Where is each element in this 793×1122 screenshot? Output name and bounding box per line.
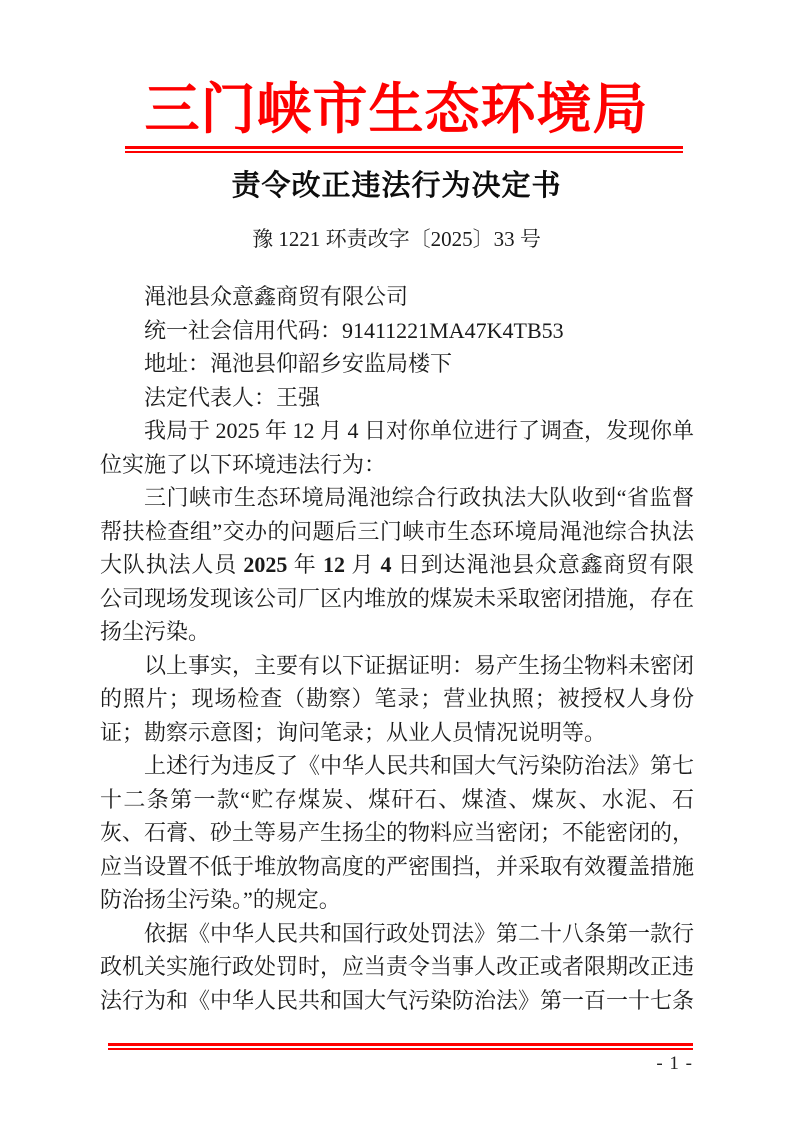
paragraph-text: 三门峡市生态环境局渑池综合行政执法大队收到“省监督帮扶检查组”交办的问题后三门峡市生态环境局渑池综合执法大队执法人员 xyxy=(100,485,694,577)
paragraph-text: 地址：渑池县仰韶乡安监局楼下 xyxy=(144,351,453,376)
paragraph-text: 统一社会信用代码：91411221MA47K4TB53 xyxy=(144,317,564,343)
body-paragraph xyxy=(100,347,694,381)
paragraph-text: 依据《中华人民共和国行政处罚法》第二十八条第一款行政机关实施行政处罚时，应当责令当事人改正或者限期改正违法行为和《中华人民共和国大气污染防治法》第一百一十七条 xyxy=(100,920,695,1013)
paragraph-text: 法定代表人：王强 xyxy=(144,384,321,410)
body-paragraph xyxy=(100,481,694,649)
paragraph-text: 渑池县众意鑫商贸有限公司 xyxy=(144,284,409,309)
body-paragraph xyxy=(100,649,694,750)
document-body xyxy=(100,280,694,1017)
agency-name: 三门峡市生态环境局 xyxy=(144,79,649,140)
paragraph-text: 4 xyxy=(380,552,392,577)
body-paragraph xyxy=(100,749,694,917)
body-paragraph xyxy=(100,917,694,1018)
paragraph-text: 我局于 2025 年 12 月 4 日对你单位进行了调查，发现你单位实施了以下环境违法行为： xyxy=(100,418,695,477)
paragraph-text: 上述行为违反了《中华人民共和国大气污染防治法》第七十二条第一款“贮存煤炭、煤矸石、煤渣、煤灰、水泥、石灰、石膏、砂土等易产生扬尘的物料应当密闭；不能密闭的，应当设置不低于堆放物高度的严密围挡，并采取有效覆盖措施防治扬尘污染。”的规定。 xyxy=(100,753,695,912)
paragraph-text: 以上事实，主要有以下证据证明：易产生扬尘物料未密闭的照片；现场检查（勘察）笔录；营业执照；被授权人身份证；勘察示意图；询问笔录；从业人员情况说明等。 xyxy=(100,652,695,745)
paragraph-text: 年 xyxy=(287,552,323,577)
body-paragraph xyxy=(100,280,694,314)
paragraph-text: 2025 xyxy=(243,552,288,577)
paragraph-text: 日到达渑池县众意鑫商贸有限公司现场发现该公司厂区内堆放的煤炭未采取密闭措施，存在扬尘污染。 xyxy=(100,552,695,644)
paragraph-text: 12 xyxy=(322,552,345,577)
document-title: 责令改正违法行为决定书 xyxy=(231,170,562,202)
paragraph-text: 月 xyxy=(344,552,381,577)
body-paragraph xyxy=(100,414,694,481)
body-paragraph xyxy=(100,381,694,415)
footer-divider xyxy=(108,1043,693,1050)
page-number: - 1 - xyxy=(656,1053,693,1074)
document-number: 豫 1221 环责改字〔2025〕33 号 xyxy=(252,227,541,251)
body-paragraph xyxy=(100,314,694,348)
header-divider xyxy=(125,146,683,153)
